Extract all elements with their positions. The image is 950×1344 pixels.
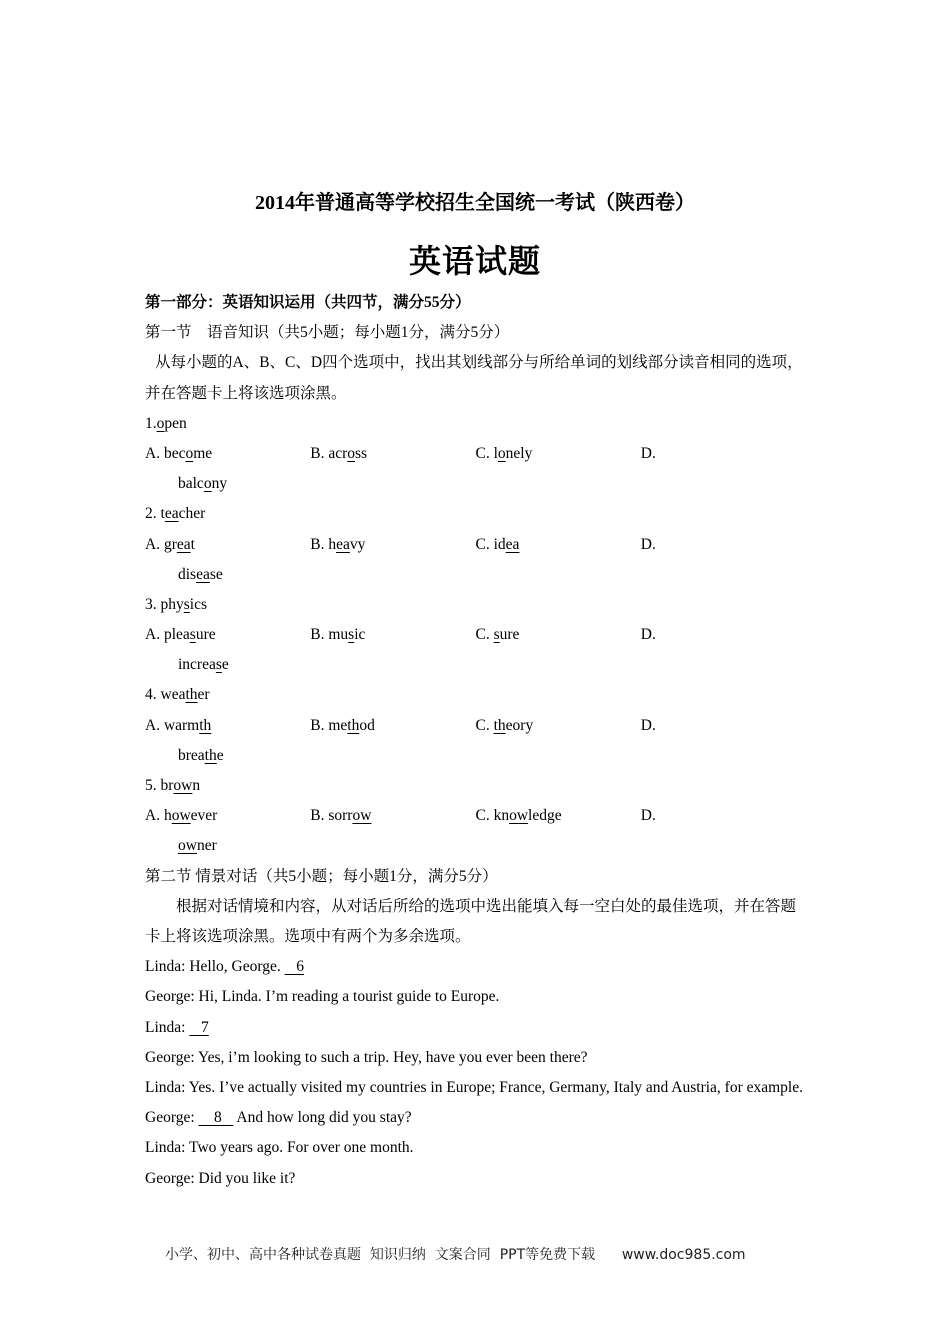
word-text: ss [355, 444, 368, 462]
section1-heading: 第一节 语音知识（共5小题；每小题1分，满分5分） [145, 324, 510, 342]
word-text: n [192, 777, 201, 795]
word-text: A. bec [145, 444, 186, 462]
dialogue-line [145, 982, 806, 1012]
option [310, 530, 475, 560]
option-text [476, 445, 533, 462]
options-row [145, 620, 806, 650]
word-text: balc [178, 475, 204, 493]
word-text: ure [499, 626, 520, 644]
underlined-part: ea [336, 535, 350, 553]
question-list [145, 409, 806, 862]
option-d-word [178, 566, 223, 583]
subject-title: 英语试题 [408, 243, 541, 279]
question-number: 1. [145, 414, 157, 432]
dialogue-text: And how long did you stay? [233, 1109, 412, 1127]
section2-instruction: 根据对话情境和内容，从对话后所给的选项中选出能填入每一空白处的最佳选项，并在答题卡上将该选项涂黑。选项中有两个为多余选项。 [145, 897, 797, 945]
answer-blank: 7 [189, 1018, 209, 1036]
option [476, 439, 641, 469]
option-d-word [178, 747, 224, 764]
word-text: D. [640, 807, 656, 825]
underlined-part: th [347, 716, 360, 734]
word-text: D. [640, 716, 656, 734]
option-text [310, 536, 365, 553]
option [476, 620, 641, 650]
question-word-text [161, 505, 206, 522]
option-d-word [178, 475, 227, 492]
word-text: ny [211, 475, 228, 493]
option [476, 801, 641, 831]
question-number: 2. [145, 505, 161, 523]
dialogue-line [145, 1103, 806, 1133]
word-text: A. gr [145, 535, 177, 553]
dialogue-line [145, 1164, 806, 1194]
option-text [145, 807, 217, 824]
option-d-continuation [145, 831, 806, 861]
option-text [145, 626, 216, 643]
option [641, 801, 806, 831]
option [641, 530, 806, 560]
word-text: D. [640, 444, 656, 462]
underlined-part: ow [509, 807, 529, 825]
question-number: 5. [145, 777, 161, 795]
underlined-part: ow [171, 807, 191, 825]
underlined-part: ea [196, 565, 210, 583]
option-text [476, 626, 520, 643]
question-word-text [157, 415, 187, 432]
word-text: D. [640, 535, 656, 553]
underlined-part: s [348, 626, 355, 644]
underlined-part: th [204, 746, 217, 764]
word-text: ure [195, 626, 216, 644]
question-word [145, 590, 806, 620]
word-text: A. h [145, 807, 172, 825]
answer-blank: 8 [198, 1109, 234, 1127]
option [145, 801, 310, 831]
underlined-part: th [493, 716, 506, 734]
question-word [145, 771, 806, 801]
dialogue-line [145, 952, 806, 982]
word-text: me [193, 444, 213, 462]
word-text: D. [640, 626, 656, 644]
dialogue-line [145, 1133, 806, 1163]
word-text: pen [164, 414, 187, 432]
word-text: C. [475, 626, 494, 644]
question-number: 3. [145, 595, 161, 613]
word-text: increa [178, 656, 216, 674]
underlined-part: ow [173, 777, 193, 795]
options-row [145, 439, 806, 469]
word-text: er [197, 686, 210, 704]
underlined-part: o [347, 444, 356, 462]
word-text: eory [505, 716, 534, 734]
option [641, 620, 806, 650]
question-word [145, 499, 806, 529]
answer-blank: 6 [284, 958, 304, 976]
option [641, 711, 806, 741]
word-text: ic [354, 626, 366, 644]
option-text [145, 536, 195, 553]
option [145, 711, 310, 741]
word-text: e [216, 746, 224, 764]
option-d-continuation [145, 469, 806, 499]
underlined-part: o [497, 444, 506, 462]
word-text: vy [349, 535, 366, 553]
options-row [145, 711, 806, 741]
word-text: B. mu [310, 626, 349, 644]
word-text: C. id [475, 535, 506, 553]
option-text [476, 717, 534, 734]
underlined-part: ow [178, 837, 197, 855]
option-text [310, 717, 375, 734]
word-text: A. plea [145, 626, 190, 644]
option [476, 530, 641, 560]
option-text [476, 536, 520, 553]
option-text [310, 807, 371, 824]
word-text: ledge [528, 807, 562, 825]
underlined-part: s [189, 626, 196, 644]
part1-heading: 第一部分：英语知识运用（共四节，满分55分） [145, 294, 471, 311]
option [310, 801, 475, 831]
underlined-part: th [199, 716, 212, 734]
option-text [641, 445, 656, 462]
option-text [145, 717, 211, 734]
underlined-part: s [183, 595, 190, 613]
word-text: br [160, 777, 174, 795]
word-text: dis [178, 565, 197, 583]
options-row [145, 801, 806, 831]
word-text: se [209, 565, 223, 583]
question-word [145, 680, 806, 710]
question-word-text [161, 777, 201, 794]
dialogue-text: George: Did you like it? [145, 1169, 296, 1187]
dialogue-text: Linda: Two years ago. For over one month. [145, 1139, 414, 1157]
underlined-part: o [185, 444, 194, 462]
option-text [310, 445, 367, 462]
underlined-part: ea [176, 535, 191, 553]
option [641, 439, 806, 469]
underlined-part: th [185, 686, 198, 704]
option [145, 439, 310, 469]
document-body [145, 288, 806, 1194]
word-text: cher [178, 505, 206, 523]
question-number: 4. [145, 686, 161, 704]
question-word-text [161, 596, 208, 613]
footer-text: 小学、初中、高中各种试卷真题 知识归纳 文案合同 PPT等免费下载 www.doc985.com [165, 1247, 746, 1263]
section2-heading: 第二节 情景对话（共5小题；每小题1分，满分5分） [145, 867, 498, 885]
option-text [310, 626, 365, 643]
word-text: t [160, 505, 165, 523]
dialogue-text: George: [145, 1109, 199, 1127]
option-d-continuation [145, 650, 806, 680]
option-text [145, 445, 212, 462]
word-text: C. [475, 716, 494, 734]
underlined-part: s [493, 626, 500, 644]
option [310, 439, 475, 469]
option-text [476, 807, 562, 824]
word-text: ner [196, 837, 217, 855]
dialogue-line [145, 1073, 806, 1103]
question-word [145, 409, 806, 439]
section1-instruction: 从每小题的A、B、C、D四个选项中，找出其划线部分与所给单词的划线部分读音相同的选项，并在答题卡上将该选项涂黑。 [145, 354, 803, 402]
dialogue-text: George: Yes, i’m looking to such a trip. Hey, have you ever been there? [145, 1048, 588, 1066]
options-row [145, 530, 806, 560]
exam-title: 2014年普通高等学校招生全国统一考试（陕西卷） [255, 192, 695, 214]
dialogue-line [145, 1043, 806, 1073]
option-text [641, 717, 656, 734]
word-text: B. sorr [310, 807, 353, 825]
underlined-part: ea [505, 535, 520, 553]
word-text: e [221, 656, 229, 674]
option [476, 711, 641, 741]
option-text [641, 626, 656, 643]
dialogue-text: Linda: [145, 1018, 190, 1036]
word-text: C. kn [475, 807, 510, 825]
underlined-part: s [215, 656, 222, 674]
option [145, 530, 310, 560]
dialogue-text: George: Hi, Linda. I’m reading a tourist guide to Europe. [145, 988, 500, 1006]
word-text: B. me [310, 716, 348, 734]
dialogue [145, 952, 806, 1194]
word-text: ics [189, 595, 208, 613]
option-text [641, 807, 656, 824]
word-text: od [359, 716, 375, 734]
underlined-part: ow [352, 807, 372, 825]
option-text [641, 536, 656, 553]
underlined-part: o [203, 475, 212, 493]
underlined-part: ea [164, 505, 179, 523]
word-text: wea [160, 686, 186, 704]
word-text: B. h [310, 535, 337, 553]
option-d-word [178, 656, 229, 673]
dialogue-text: Linda: Yes. I’ve actually visited my countries in Europe; France, Germany, Italy and Austria, for example. [145, 1079, 803, 1096]
option [310, 711, 475, 741]
word-text: t [190, 535, 195, 553]
word-text: C. l [475, 444, 498, 462]
word-text: B. acr [310, 444, 348, 462]
dialogue-line [145, 1013, 806, 1043]
option [145, 620, 310, 650]
question-word-text [161, 686, 210, 703]
word-text: A. warm [145, 716, 200, 734]
underlined-part: o [156, 414, 165, 432]
option-d-word [178, 837, 217, 854]
option-d-continuation [145, 741, 806, 771]
word-text: phy [160, 595, 184, 613]
option-d-continuation [145, 560, 806, 590]
option [310, 620, 475, 650]
dialogue-text: Linda: Hello, George. [145, 958, 285, 976]
word-text: ever [190, 807, 218, 825]
word-text: brea [178, 746, 205, 764]
word-text: nely [505, 444, 533, 462]
